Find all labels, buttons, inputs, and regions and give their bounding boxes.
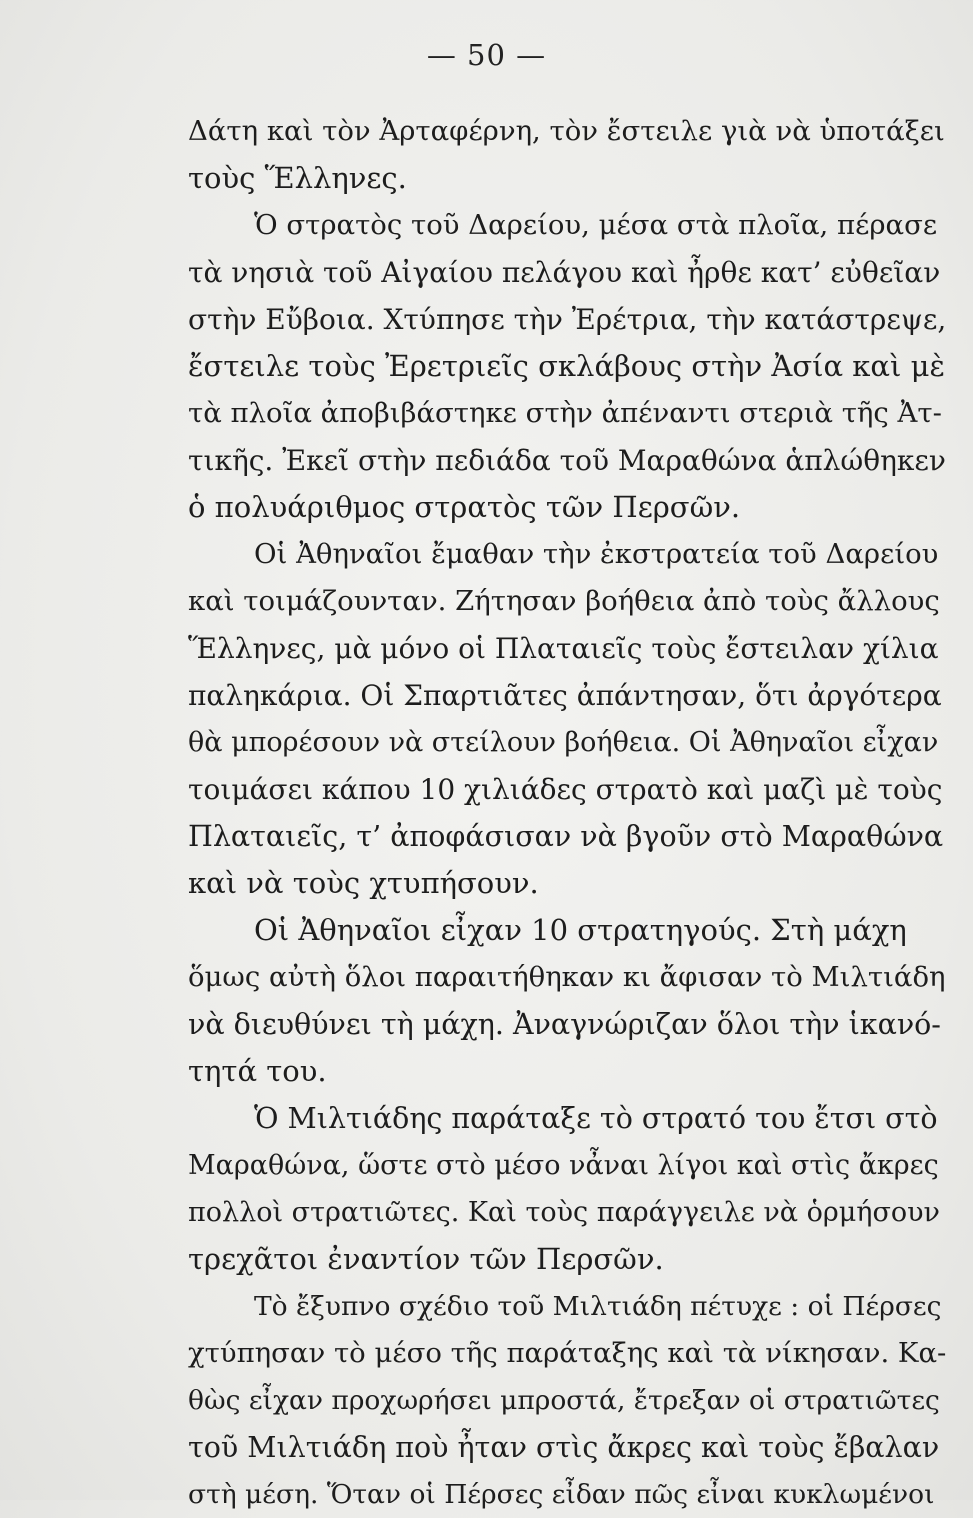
text-line: θὼς εἶχαν προχωρήσει μπροστά, ἔτρεξαν οἱ στρατιῶτες (188, 1385, 940, 1416)
page-number: — 50 — (426, 38, 547, 72)
text-line: στὴν Εὔβοια. Χτύπησε τὴν Ἐρέτρια, τὴν κατάστρεψε, (188, 303, 947, 336)
paragraph-start-line: Οἱ Ἀθηναῖοι εἶχαν 10 στρατηγούς. Στὴ μάχη (254, 913, 907, 947)
body-text (188, 108, 948, 1518)
text-line: στὴ μέση. Ὅταν οἱ Πέρσες εἶδαν πῶς εἶναι κυκλωμένοι (188, 1479, 935, 1510)
text-line: Πλαταιεῖς, τ’ ἀποφάσισαν νὰ βγοῦν στὸ Μαραθώνα (188, 820, 944, 853)
text-line: τρεχᾶτοι ἐναντίον τῶν Περσῶν. (188, 1242, 664, 1276)
text-line: ἔστειλε τοὺς Ἐρετριεῖς σκλάβους στὴν Ἀσία καὶ μὲ (188, 349, 946, 383)
text-line: θὰ μπορέσουν νὰ στείλουν βοήθεια. Οἱ Ἀθηναῖοι εἶχαν (188, 727, 939, 758)
text-line: χτύπησαν τὸ μέσο τῆς παράταξης καὶ τὰ νίκησαν. Κα- (188, 1337, 947, 1369)
text-line: καὶ τοιμάζουνταν. Ζήτησαν βοήθεια ἀπὸ τοὺς ἄλλους (188, 585, 940, 617)
text-line: τοῦ Μιλτιάδη ποὺ ἦταν στὶς ἄκρες καὶ τοὺς ἔβαλαν (188, 1431, 940, 1464)
paragraph-start-line: Οἱ Ἀθηναῖοι ἔμαθαν τὴν ἐκστρατεία τοῦ Δαρείου (254, 538, 939, 570)
text-line: παληκάρια. Οἱ Σπαρτιᾶτες ἀπάντησαν, ὅτι ἀργότερα (188, 679, 942, 712)
text-line: τὰ πλοῖα ἀποβιβάστηκε στὴν ἀπέναντι στεριὰ τῆς Ἀτ- (188, 397, 942, 429)
text-line: ὅμως αὐτὴ ὅλοι παραιτήθηκαν κι ἄφισαν τὸ Μιλτιάδη (188, 961, 946, 993)
text-line: τὰ νησιὰ τοῦ Αἰγαίου πελάγου καὶ ἦρθε κατ’ εὐθεῖαν (188, 256, 941, 289)
paragraph-start-line: Τὸ ἔξυπνο σχέδιο τοῦ Μιλτιάδη πέτυχε : οἱ Πέρσες (254, 1291, 942, 1322)
text-line: τητά του. (188, 1054, 327, 1088)
paragraph-start-line: Ὁ στρατὸς τοῦ Δαρείου, μέσα στὰ πλοῖα, πέρασε (254, 209, 938, 241)
text-line: νὰ διευθύνει τὴ μάχη. Ἀναγνώριζαν ὅλοι τὴν ἱκανό- (188, 1008, 941, 1041)
text-line: τικῆς. Ἐκεῖ στὴν πεδιάδα τοῦ Μαραθώνα ἁπλώθηκεν (188, 444, 946, 477)
text-line: καὶ νὰ τοὺς χτυπήσουν. (188, 866, 539, 900)
text-line: Δάτη καὶ τὸν Ἀρταφέρνη, τὸν ἔστειλε γιὰ νὰ ὑποτάξει (188, 115, 945, 147)
text-line: τοιμάσει κάπου 10 χιλιάδες στρατὸ καὶ μαζὶ μὲ τοὺς (188, 773, 943, 806)
paragraph-start-line: Ὁ Μιλτιάδης παράταξε τὸ στρατό του ἔτσι στὸ (254, 1102, 938, 1135)
text-line: ὁ πολυάριθμος στρατὸς τῶν Περσῶν. (188, 490, 741, 524)
text-line: Μαραθώνα, ὥστε στὸ μέσο νἆναι λίγοι καὶ στὶς ἄκρες (188, 1150, 939, 1181)
text-line: Ἕλληνες, μὰ μόνο οἱ Πλαταιεῖς τοὺς ἔστειλαν χίλια (188, 632, 939, 665)
text-line: τοὺς Ἕλληνες. (188, 161, 407, 195)
text-line: πολλοὶ στρατιῶτες. Καὶ τοὺς παράγγειλε νὰ ὁρμήσουν (188, 1197, 940, 1228)
